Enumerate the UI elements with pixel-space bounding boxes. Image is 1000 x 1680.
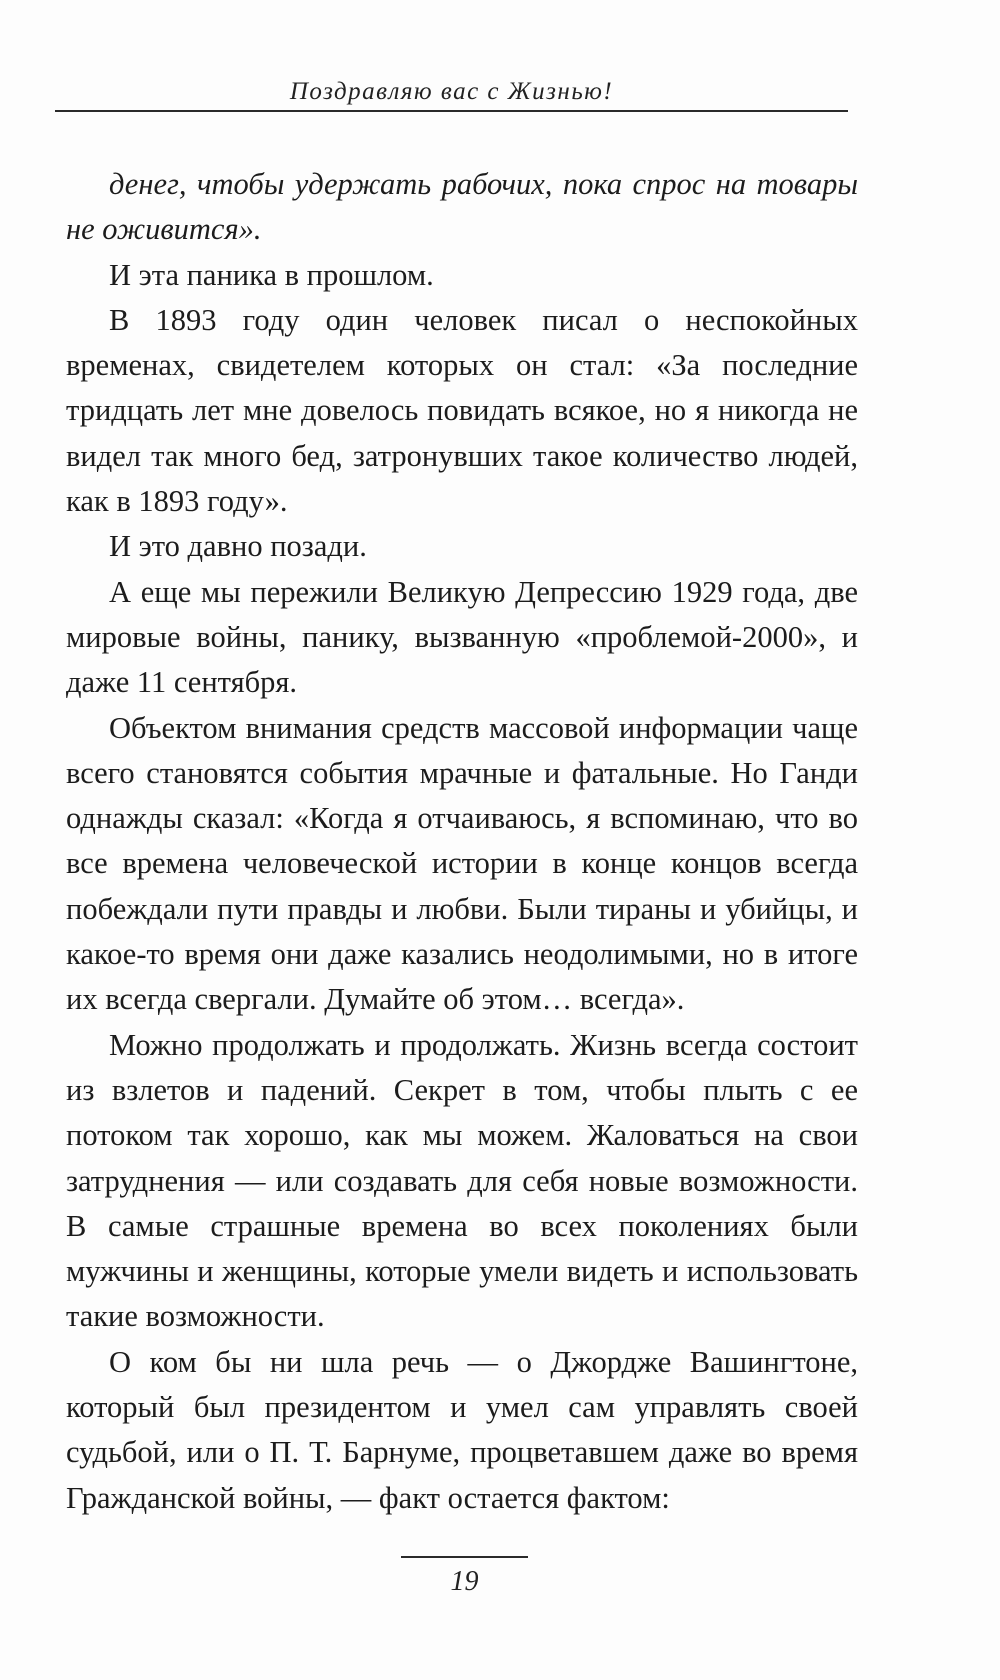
paragraph: О ком бы ни шла речь — о Джордже Вашингтоне, который был президентом и умел сам управлять своей судьбой, или о П. Т. Барнуме, процветавшем даже во время Гражданской войны, — факт остается фактом: [66,1344,858,1515]
running-head: Поздравляю вас с Жизнью! [289,78,614,105]
paragraph: Можно продолжать и продолжать. Жизнь всегда состоит из взлетов и падений. Секрет в том, чтобы плыть с ее потоком так хорошо, как мы можем. Жаловаться на свои затруднения — или создавать для себя новые возможности. В самые страшные времена во всех поколениях были мужчины и женщины, которые умели видеть и использовать такие возможности. [66,1027,858,1334]
footer-rule [401,1556,528,1558]
body-text [66,162,858,1521]
page-number: 19 [450,1566,479,1597]
paragraph: И эта паника в прошлом. [109,257,434,292]
paragraph: А еще мы пережили Великую Депрессию 1929 года, две мировые войны, панику, вызванную «проблемой-2000», и даже 11 сентября. [66,574,858,700]
paragraph: Объектом внимания средств массовой информации чаще всего становятся события мрачные и фатальные. Но Ганди однажды сказал: «Когда я отчаиваюсь, я вспоминаю, что во все времена человеческой истории в конце концов всегда побеждали пути правды и любви. Были тираны и убийцы, и какое-то время они даже казались неодолимыми, но в итоге их всегда свергали. Думайте об этом… всегда». [66,710,858,1017]
paragraph: В 1893 году один человек писал о неспокойных временах, свидетелем которых он стал: «За последние тридцать лет мне довелось повидать всякое, но я никогда не видел так много бед, затронувших такое количество людей, как в 1893 году». [66,302,858,519]
paragraph-quote-continuation: денег, чтобы удержать рабочих, пока спрос на товары не оживится». [66,167,858,247]
header-rule [55,110,848,112]
paragraph: И это давно позади. [109,529,367,564]
